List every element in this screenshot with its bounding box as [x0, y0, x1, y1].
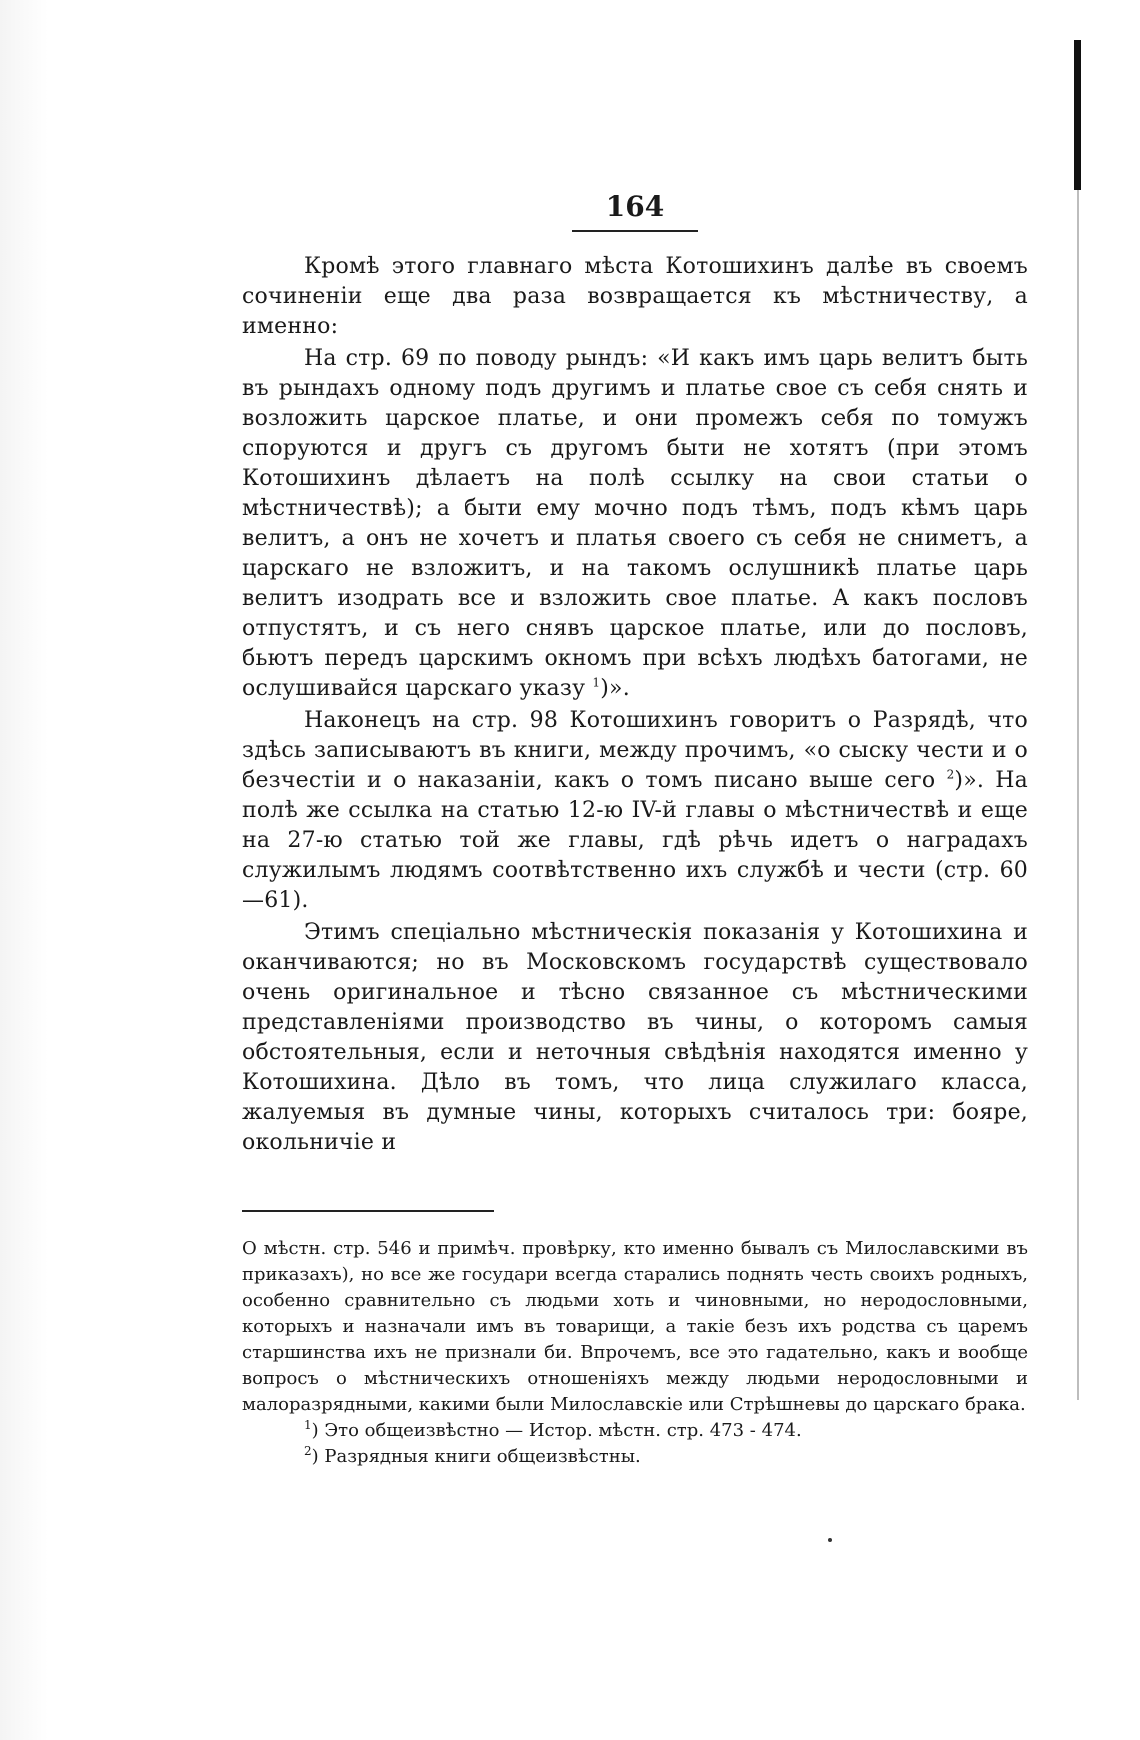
footnote-1 — [242, 1418, 1028, 1444]
footnote-continuation: О мѣстн. стр. 546 и примѣч. провѣрку, кто именно бывалъ съ Милославскими въ приказахъ), но все же государи всегда старались поднять честь своихъ родныхъ, особенно сравнительно съ людьми хоть и чиновными, но неродословными, которыхъ и назначали имъ въ товарищи, а такіе безъ ихъ родства съ царемъ старшинства ихъ не признали би. Впрочемъ, все это гадательно, какъ и вообще вопросъ о мѣстническихъ отношеніяхъ между людьми неродословными и малоразрядными, какими были Милославскіе или Стрѣшневы до царскаго брака. — [242, 1238, 1028, 1415]
footnote-separator — [242, 1210, 494, 1212]
page-number: 164 — [605, 190, 665, 223]
footnote-2-mark: 2 — [304, 1444, 312, 1458]
paragraph-3-text: Наконецъ на стр. 98 Котошихинъ говоритъ о Разрядѣ, что здѣсь записываютъ въ книги, между прочимъ, «о сыску чести и о безчестіи и о наказаніи, какъ о томъ писано выше сего — [242, 708, 1028, 793]
page-number-rule — [572, 230, 698, 232]
footnote-ref-1: 1 — [592, 675, 601, 690]
paragraph-1: Кромѣ этого главнаго мѣста Котошихинъ далѣе въ своемъ сочиненіи еще два раза возвращается къ мѣстничеству, а именно: — [242, 254, 1028, 339]
scan-right-edge — [1074, 40, 1081, 190]
main-text — [242, 252, 1028, 1158]
paragraph-3 — [242, 706, 1028, 916]
footnotes — [242, 1236, 1028, 1470]
footnote-2 — [242, 1444, 1028, 1470]
book-page — [242, 190, 1028, 1470]
paragraph-4: Этимъ спеціально мѣстническія показанія у Котошихина и оканчиваются; но въ Московскомъ государствѣ существовало очень оригинальное и тѣсно связанное съ мѣстническими представленіями производство въ чины, о которомъ самыя обстоятельныя, если и неточныя свѣдѣнія находятся именно у Котошихина. Дѣло въ томъ, что лица служилаго класса, жалуемыя въ думные чины, которыхъ считалось три: бояре, окольничіе и — [242, 920, 1028, 1155]
scan-left-shadow — [0, 0, 48, 1740]
footnote-ref-2-close: )». — [954, 768, 985, 793]
paragraph-2-text: На стр. 69 по поводу рындъ: «И какъ имъ царь велитъ быть въ рындахъ одному подъ другимъ и платье свое съ себя снять и возложить царское платье, и они промежъ себя по томужъ споруются и другъ съ другомъ быти не хотятъ (при этомъ Котошихинъ дѣлаетъ на полѣ ссылку на свои статьи о мѣстничествѣ); а быти ему мочно подъ тѣмъ, подъ кѣмъ царь велитъ, а онъ не хочетъ и платья своего съ себя не сниметъ, а царскаго не взложитъ, и на такомъ ослушникѣ платье царь велитъ изодрать все и взложить свое платье. А какъ пословъ отпустятъ, и съ него снявъ царское платье, или до пословъ, бьютъ передъ царскимъ окномъ при всѣхъ людѣхъ батогами, не ослушивайся царскаго указу — [242, 346, 1028, 701]
footnote-1-text: ) Это общеизвѣстно — Истор. мѣстн. стр. 473 - 474. — [311, 1420, 802, 1441]
footnote-ref-1-close: )». — [600, 676, 630, 701]
paragraph-2 — [242, 344, 1028, 704]
footnote-1-mark: 1 — [304, 1418, 312, 1432]
footnote-ref-2: 2 — [946, 767, 955, 782]
scan-speck — [828, 1538, 832, 1542]
scan-fold-line — [1077, 190, 1079, 1400]
footnote-2-text: ) Разрядныя книги общеизвѣстны. — [311, 1446, 641, 1467]
paragraph-3-continuation: На полѣ же ссылка на статью 12-ю IV-й главы о мѣстничествѣ и еще на 27-ю статью той же главы, гдѣ рѣчь идетъ о наградахъ служилымъ людямъ соотвѣтственно ихъ службѣ и чести (стр. 60—61). — [242, 768, 1028, 913]
